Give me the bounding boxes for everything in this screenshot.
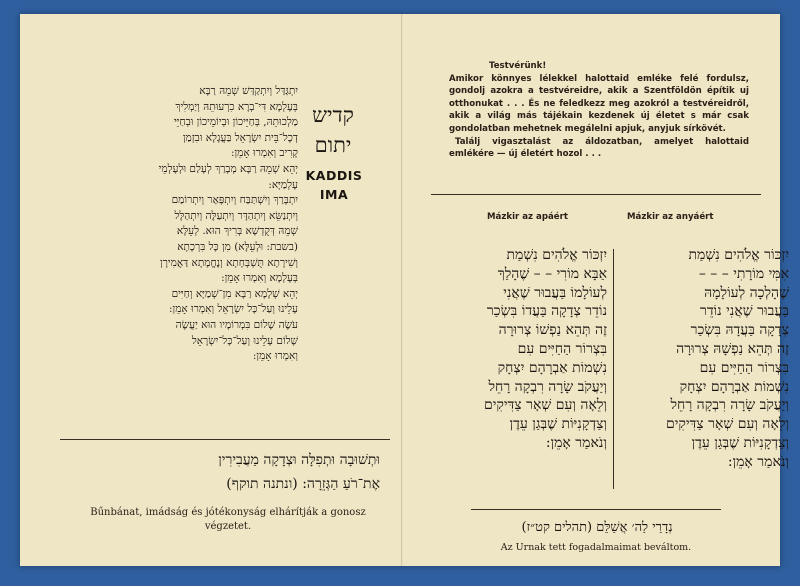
kaddish-line: יִתְבָּרַךְ וְיִשְׁתַּבַּח וְיִתְפָּאַר וְיִתְרוֹמַם [171,194,298,207]
prayer-line: וְיַעֲקֹב שָׂרָה רִבְקָה רָחֵל [670,397,789,414]
greeting: Testvérünk! [489,61,547,71]
left-page [20,14,401,566]
prayer-line: נִשְׁמוֹת אַבְרָהָם יִצְחָק [679,378,789,395]
prayer-line: זֶה תְּהֵא נַפְשׁוֹ צְרוּרָה [498,322,607,339]
title-hebrew-line: יתום [314,133,352,157]
kaddish-line: יִתְגַּדַּל וְיִתְקַדַּשׁ שְׁמֵהּ רַבָּא [199,85,298,97]
kaddish-line: מַלְכוּתֵהּ, בְּחַיֵּיכוֹן וּבְיוֹמֵיכוֹן וּבְחַיֵּי [173,116,298,129]
column-divider [613,249,614,489]
kaddish-text [88,84,298,365]
kaddish-line: יְהֵא שְׁמֵהּ רַבָּא מְבָרַךְ לְעָלַם וּלְעָלְמֵי [158,162,298,175]
quote-hungarian: Bűnbánat, imádság és jótékonyság elhárítják a gonosz végzetet. [90,507,366,532]
intro-text [449,60,749,161]
prayer-line: נִשְׁמוֹת אַבְרָהָם יִצְחָק [497,359,607,376]
kaddish-line: (בשבת: וּלְעֵלָּא) מִן כָּל בִּרְכָתָא [177,240,298,253]
intro-paragraph: Amikor könnyes lélekkel halottaid emléke felé fordulsz, gondolj azokra a testvéreidre, akik a Szentföldön építik uj otthonukat . . . És ne feledkezz meg azokról a testvéreidről, akik a világ más tájékain kezdenek új életet s már csak gondolatban mehetnek megálelni apjuk, anyjuk sírkövét. [449,73,749,134]
title-hebrew-line: קדיש [312,103,354,127]
prayer-line: וְצַדְקָנִיּוֹת שֶׁבְּגַן עֵדֶן [509,416,607,433]
title-latin-line: IMA [319,187,349,202]
kaddish-line: קָרִיב וְאִמְרוּ אָמֵן: [230,147,298,160]
kaddish-line: בְּעָלְמָא וְאִמְרוּ אָמֵן: [221,272,298,285]
kaddish-line: בְּעָלְמָא דִּי־בְרָא כִרְעוּתֵהּ וְיַמְלִיךְ [175,100,298,113]
prayer-line: אַבָּא מוֹרִי – – שֶׁהָלַךְ [497,265,607,282]
prayer-line: אִמִּי מוֹרָתִי – – – [698,265,789,282]
prayer-line: וְנֹאמַר אָמֵן: [727,453,789,470]
kaddish-line: דְכָל־בֵּית יִשְׂרָאֵל בַּעֲגָלָא וּבִזְמַן [182,131,298,144]
kaddish-line: יְהֵא שְׁלָמָא רַבָּא מִן־שְׁמַיָּא וְחַיִּים [171,287,298,300]
kaddish-line: עֹשֶׂה שָׁלוֹם בִּמְרוֹמָיו הוּא יַעֲשֶׂה [175,318,298,331]
quote-hebrew-line: אֶת־רֹעַ הַגְּזֵרָה: (ונתנה תוקף) [226,476,380,492]
prayer-line: וְלֵאָה וְעִם שְׁאָר צַדִּיקִים [483,397,607,414]
quote-hebrew [60,448,380,496]
title-latin-line: KADDIS [305,168,363,183]
prayer-line: לְעוֹלָמוֹ בַּעֲבוּר שֶׁאֲנִי [503,284,607,301]
prayer-line: יִזְכּוֹר אֱלֹהִים נִשְׁמַת [506,247,607,263]
prayer-line: וְיַעֲקֹב שָׂרָה רִבְקָה רָחֵל [488,378,607,395]
prayer-line: וְלֵאָה וְעִם שְׁאָר צַדִּיקִים [665,416,789,433]
prayer-line: נוֹדֵר צְדָקָה בַּעֲדוֹ בִּשְׂכַר [486,303,607,320]
prayer-line: יִזְכּוֹר אֱלֹהִים נִשְׁמַת [688,247,789,263]
prayer-line: בִּצְרוֹר הַחַיִּים עִם [517,340,607,357]
kaddish-line: עָלְמַיָּא: [268,178,298,191]
booklet [20,14,789,566]
prayer-line: זֶה תְּהֵא נַפְשָׁהּ צְרוּרָה [676,340,789,357]
quote-hebrew-line: וּתְשׁוּבָה וּתְפִלָּה וּצְדָקָה מַעֲבִירִין [218,452,380,468]
divider [471,509,721,510]
column-heading-father: Mázkir az apáért [487,212,568,222]
kaddish-line: וְיִתְנַשֵּׂא וְיִתְהַדָּר וְיִתְעַלֶּה וְיִתְהַלָּל [174,209,298,222]
prayer-line: שֶׁהָלְכָה לְעוֹלָמָהּ [704,284,789,301]
divider [60,439,390,440]
prayer-line: צְדָקָה בַּעֲדָהּ בִּשְׂכַר [690,322,789,339]
title-hebrew [298,100,368,160]
prayer-line: בַּעֲבוּר שֶׁאֲנִי נוֹדֵר [699,303,789,320]
divider [431,194,761,195]
prayer-mother [617,246,789,472]
prayer-line: וְנֹאמַר אָמֵן: [545,434,607,451]
right-page [403,14,789,566]
column-heading-mother: Mázkir az anyáért [627,212,714,222]
intro-paragraph: Találj vigasztalást az áldozatban, amelyet halottaid emlékére — új életért hozol . . . [449,136,749,160]
kaddish-line: שָׁלוֹם עָלֵינוּ וְעַל־כָּל־יִשְׂרָאֵל [191,334,298,347]
kaddish-line: וְאִמְרוּ אָמֵן: [252,350,298,363]
psalm-hebrew: נְדָרַי לַה׳ אֲשַׁלֵּם (תהלים קט״ז) [521,520,673,535]
title-latin [303,166,365,204]
prayer-father [435,246,607,453]
kaddish-line: שְׁמֵהּ דְּקֻדְשָׁא בְּרִיךְ הוּא. לְעֵלָּא [176,225,298,238]
psalm-hungarian: Az Urnak tett fogadalmaimat beváltom. [500,542,692,553]
kaddish-line: וְשִׁירָתָא תֻּשְׁבְּחָתָא וְנֶחֱמָתָא דַּאֲמִירָן [160,256,298,269]
prayer-line: וְצַדְקָנִיּוֹת שֶׁבְּגַן עֵדֶן [691,434,789,451]
kaddish-line: עָלֵינוּ וְעַל־כָּל יִשְׂרָאֵל וְאִמְרוּ אָמֵן: [168,303,298,316]
prayer-line: בִּצְרוֹר הַחַיִּים עִם [699,359,789,376]
